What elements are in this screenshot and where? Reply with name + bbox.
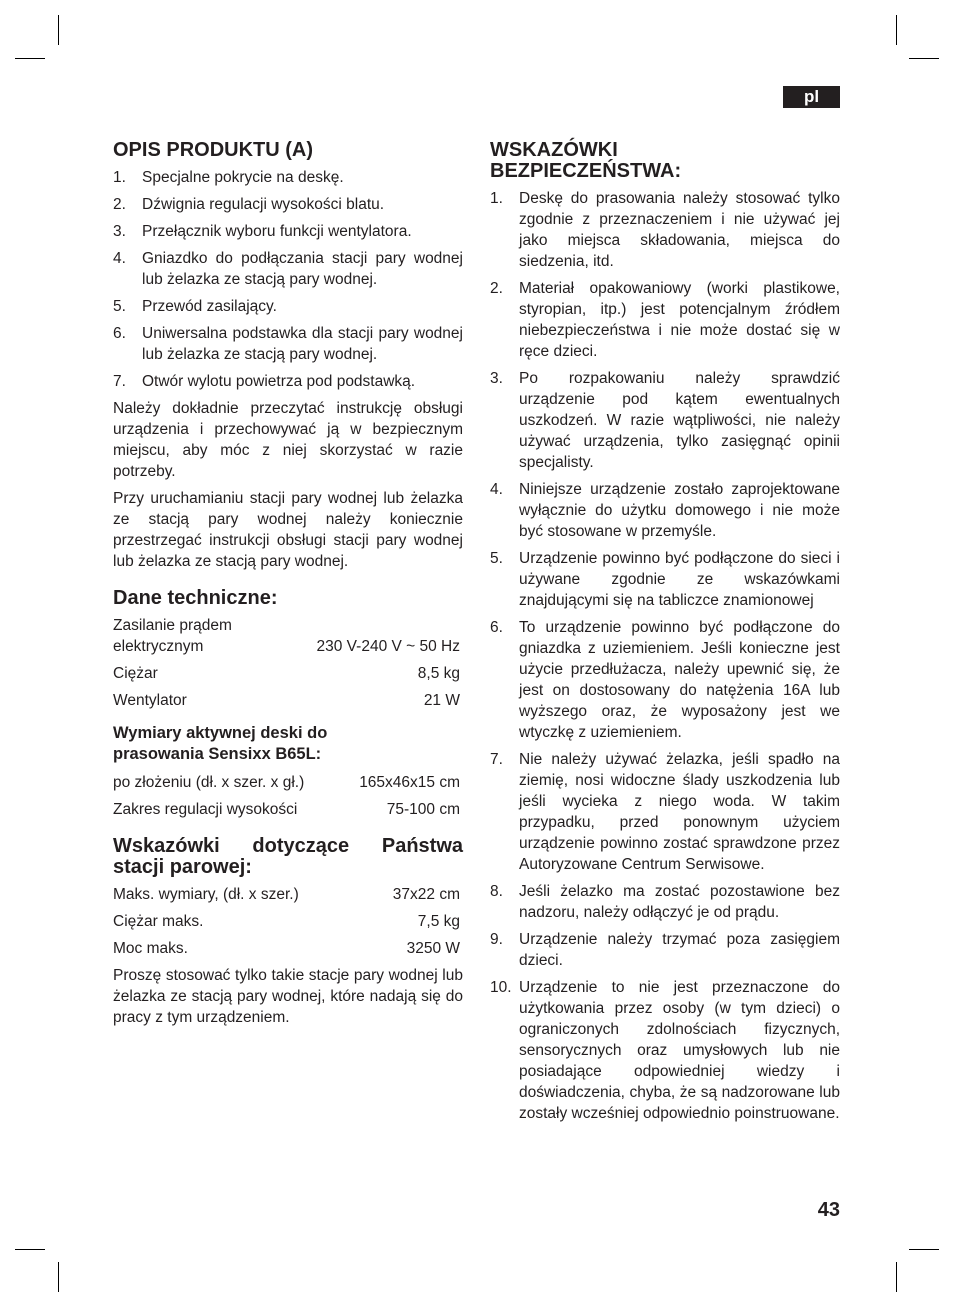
crop-mark [58, 15, 59, 45]
list-item: 8. Jeśli żelazko ma zostać pozostawione bez nadzoru, należy odłączyć je od prądu. [490, 883, 840, 921]
list-item: 7. Otwór wylotu powietrza pod podstawką. [113, 373, 416, 390]
spec-row: Ciężar 8,5 kg [113, 665, 460, 682]
subsection-title: Wymiary aktywnej deski do prasowania Sensixx B65L: [113, 724, 328, 763]
language-tab: pl [783, 86, 840, 108]
crop-mark [15, 58, 45, 59]
section-title-opis: OPIS PRODUKTU (A) [113, 139, 313, 161]
spec-row: Zakres regulacji wysokości 75-100 cm [113, 801, 460, 818]
safety-list [490, 188, 840, 1124]
section-title-dane: Dane techniczne: [113, 587, 278, 609]
list-item: 9. Urządzenie należy trzymać poza zasięgiem dzieci. [490, 931, 840, 969]
section-title-safety: WSKAZÓWKI BEZPIECZEŃSTWA: [490, 139, 682, 182]
list-item: 2. Dźwignia regulacji wysokości blatu. [113, 196, 385, 213]
list-item: 1. Deskę do prasowania należy stosować tylko zgodnie z przeznaczeniem i nie używać jej jako miejsca składowania, miejsca do siedzenia, itd. [490, 190, 840, 270]
spec-row: Moc maks. 3250 W [113, 940, 460, 957]
crop-mark [15, 1249, 45, 1250]
list-item: 7. Nie należy używać żelazka, jeśli spadło na ziemię, nosi widoczne ślady uszkodzenia lub jeśli wycieka z niego woda. W takim przypadku, przed ponownym użyciem urządzenie powinno zostać sprawdzone przez Autoryzowane Centrum Serwisowe. [490, 751, 840, 873]
list-item: 6. To urządzenie powinno być podłączone do gniazdka z uziemieniem. Jeśli konieczne jest użycie przedłużacza, należy upewnić się, że jest on dostosowany do natężenia 16A lub wyższego oraz, że wyposażony jest we wtyczkę z uziemieniem. [490, 619, 840, 741]
paragraph: Proszę stosować tylko takie stacje pary wodnej lub żelazka ze stacją pary wodnej, które nadają się do pracy z tym urządzeniem. [113, 967, 463, 1026]
spec-row: po złożeniu (dł. x szer. x gł.) 165x46x15 cm [113, 774, 460, 791]
list-item: 10. Urządzenie to nie jest przeznaczone do użytkowania przez osoby (w tym dzieci) o ograniczonych zdolnościach fizycznych, sensorycznych oraz umysłowych lub nie posiadające odpowiedniej wiedzy i doświadczenia, chyba, że są nadzorowane lub zostały wcześniej odpowiednio poinstruowane. [490, 979, 840, 1122]
spec-row: Zasilanie prądem elektrycznym 230 V-240 V ~ 50 Hz [113, 617, 460, 655]
list-item: 3. Po rozpakowaniu należy sprawdzić urządzenie pod kątem ewentualnych uszkodzeń. W razie wątpliwości, nie należy używać urządzenia, tylko zasięgnąć opinii specjalisty. [490, 370, 840, 471]
list-item: 6. Uniwersalna podstawka dla stacji pary wodnej lub żelazka ze stacją pary wodnej. [113, 325, 463, 363]
list-item: 1. Specjalne pokrycie na deskę. [113, 169, 344, 186]
crop-mark [896, 1262, 897, 1292]
spec-row: Maks. wymiary, (dł. x szer.) 37x22 cm [113, 886, 460, 903]
paragraph: Przy uruchamianiu stacji pary wodnej lub żelazka ze stacją pary wodnej należy koniecznie przestrzegać instrukcji obsługi stacji pary wodnej lub żelazka ze stacją pary wodnej. [113, 490, 463, 570]
spec-row: Ciężar maks. 7,5 kg [113, 913, 460, 930]
list-item: 5. Przewód zasilający. [113, 298, 277, 315]
paragraph: Należy dokładnie przeczytać instrukcję obsługi urządzenia i przechowywać ją w bezpiecznym miejscu, aby móc z niej skorzystać w razie potrzeby. [113, 400, 463, 480]
list-item: 2. Materiał opakowaniowy (worki plastikowe, styropian, itp.) jest potencjalnym źródłem niebezpieczeństwa i nie może dostać się w ręce dzieci. [490, 280, 840, 360]
left-column [113, 140, 463, 1034]
spec-row: Wentylator 21 W [113, 692, 460, 709]
product-parts-list [113, 167, 463, 392]
crop-mark [896, 15, 897, 45]
list-item: 4. Niniejsze urządzenie zostało zaprojektowane wyłącznie do użytku domowego i nie może być stosowane w przemyśle. [490, 481, 840, 540]
crop-mark [909, 58, 939, 59]
page-number: 43 [817, 1199, 840, 1221]
list-item: 3. Przełącznik wyboru funkcji wentylatora. [113, 223, 412, 240]
section-title-stacja: Wskazówki dotyczące Państwa stacji parowej: [113, 835, 463, 878]
list-item: 4. Gniazdko do podłączania stacji pary wodnej lub żelazka ze stacją pary wodnej. [113, 250, 463, 288]
crop-mark [58, 1262, 59, 1292]
right-column [490, 140, 840, 1130]
list-item: 5. Urządzenie powinno być podłączone do sieci i używane zgodnie ze wskazówkami znajdującymi się na tabliczce znamionowej [490, 550, 840, 609]
crop-mark [909, 1249, 939, 1250]
